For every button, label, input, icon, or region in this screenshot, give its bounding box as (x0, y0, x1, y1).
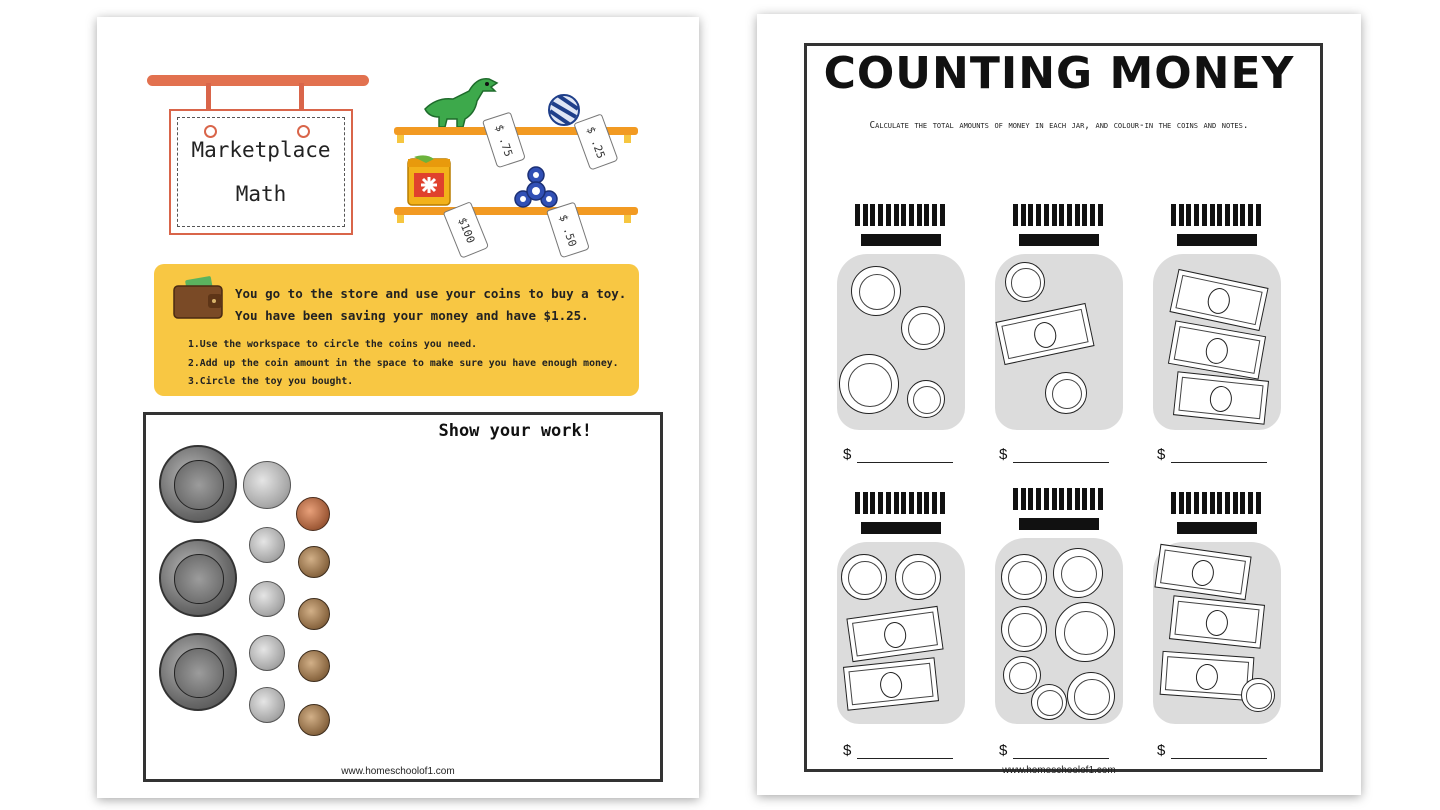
half-dollar-coin-icon[interactable] (159, 633, 237, 711)
penny-coin-icon[interactable] (296, 497, 330, 531)
money-jar-4 (837, 492, 965, 762)
shelf-bracket (397, 135, 404, 143)
work-title: Show your work! (438, 421, 592, 441)
dollar-bill-icon[interactable] (1173, 371, 1269, 424)
page-title: COUNTING MONEY (823, 48, 1295, 99)
instructions-box (154, 264, 639, 396)
fidget-spinner-toy-icon (513, 165, 559, 211)
coin-icon[interactable] (841, 554, 887, 600)
footer-url: www.homeschoolof1.com (1002, 765, 1116, 776)
coin-icon[interactable] (1055, 602, 1115, 662)
dime-coin-icon[interactable] (249, 581, 285, 617)
sign-ring (297, 125, 310, 138)
show-your-work-area[interactable] (143, 412, 663, 782)
answer-blank-1[interactable]: $ (843, 446, 953, 466)
sign-bar (147, 75, 369, 86)
money-jar-1 (837, 204, 965, 464)
money-jar-6 (1153, 492, 1281, 762)
wallet-icon (172, 276, 224, 320)
shelf-bracket (624, 135, 631, 143)
marketplace-sign (169, 109, 353, 235)
penny-coin-icon[interactable] (298, 598, 330, 630)
money-jar-2 (995, 204, 1123, 464)
coin-icon[interactable] (901, 306, 945, 350)
nickel-coin-icon[interactable] (243, 461, 291, 509)
sign-title-line2: Math (235, 182, 287, 206)
instructions: Calculate the total amounts of money in each jar, and colour-in the coins and notes. (869, 120, 1249, 131)
coin-icon[interactable] (1005, 262, 1045, 302)
answer-blank-6[interactable]: $ (1157, 742, 1267, 762)
penny-coin-icon[interactable] (298, 650, 330, 682)
shelf-bracket (624, 215, 631, 223)
coin-icon[interactable] (1045, 372, 1087, 414)
sign-ring (204, 125, 217, 138)
half-dollar-coin-icon[interactable] (159, 539, 237, 617)
money-jar-3 (1153, 204, 1281, 464)
counting-money-worksheet (757, 14, 1361, 795)
marketplace-math-worksheet (97, 17, 699, 798)
dime-coin-icon[interactable] (249, 635, 285, 671)
coin-icon[interactable] (1053, 548, 1103, 598)
coin-icon[interactable] (839, 354, 899, 414)
intro-line-2: You have been saving your money and have $1.25. (235, 308, 589, 323)
coin-icon[interactable] (851, 266, 901, 316)
answer-blank-2[interactable]: $ (999, 446, 1109, 466)
step-1: 1.Use the workspace to circle the coins you need. (188, 339, 478, 350)
penny-coin-icon[interactable] (298, 546, 330, 578)
dime-coin-icon[interactable] (249, 527, 285, 563)
price-tag: $ .25 (573, 113, 618, 170)
coin-icon[interactable] (1241, 678, 1275, 712)
price-tag: $100 (443, 201, 490, 259)
coin-icon[interactable] (907, 380, 945, 418)
penny-coin-icon[interactable] (298, 704, 330, 736)
answer-blank-3[interactable]: $ (1157, 446, 1267, 466)
footer-url: www.homeschoolof1.com (341, 766, 455, 777)
dollar-bill-icon[interactable] (1169, 595, 1265, 648)
coin-icon[interactable] (1067, 672, 1115, 720)
money-jar-5 (995, 488, 1123, 762)
coin-icon[interactable] (895, 554, 941, 600)
answer-blank-4[interactable]: $ (843, 742, 953, 762)
paint-jar-toy-icon (406, 155, 452, 207)
dime-coin-icon[interactable] (249, 687, 285, 723)
price-tag: $ .75 (482, 112, 526, 169)
sign-title-line1: Marketplace (191, 138, 331, 162)
step-3: 3.Circle the toy you bought. (188, 376, 354, 387)
half-dollar-coin-icon[interactable] (159, 445, 237, 523)
coin-icon[interactable] (1031, 684, 1067, 720)
step-2: 2.Add up the coin amount in the space to make sure you have enough money. (188, 358, 619, 369)
intro-line-1: You go to the store and use your coins to buy a toy. (235, 286, 627, 301)
answer-blank-5[interactable]: $ (999, 742, 1109, 762)
price-tag: $ .50 (546, 202, 590, 259)
coin-icon[interactable] (1001, 554, 1047, 600)
coin-icon[interactable] (1001, 606, 1047, 652)
shelf-bracket (397, 215, 404, 223)
